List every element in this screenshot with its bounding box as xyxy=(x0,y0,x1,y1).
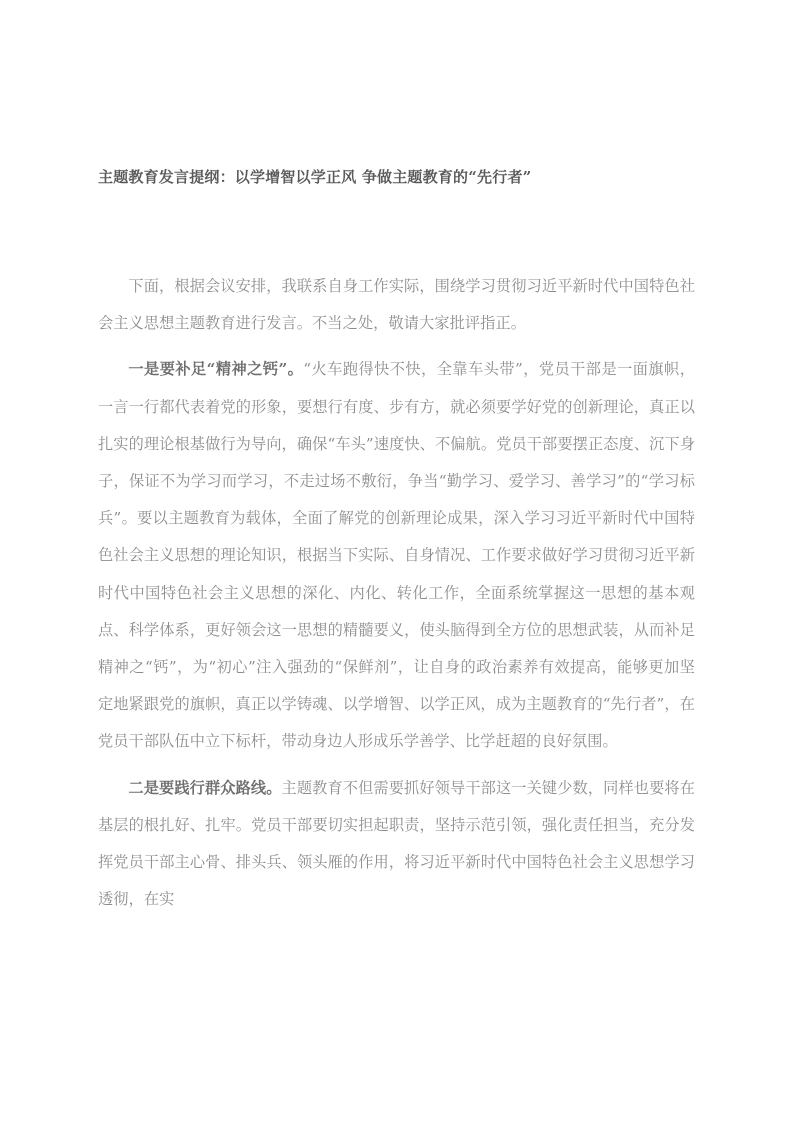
page-title: 主题教育发言提纲：以学增智以学正风 争做主题教育的“先行者” xyxy=(98,168,532,186)
document-body xyxy=(98,166,695,918)
paragraph-text: 主题教育不但需要抓好领导干部这一关键少数，同样也要将在基层的根扎好、扎牢。党员干部要切实担起职责，坚持示范引领，强化责任担当，充分发挥党员干部主心骨、排头兵、领头雁的作用，将习近平新时代中国特色社会主义思想学习透彻，在实 xyxy=(98,778,696,909)
title-spacer xyxy=(98,188,695,268)
paragraph-point-two xyxy=(98,770,695,919)
paragraph-intro xyxy=(98,268,695,342)
paragraph-lead: 二是要践行群众路线。 xyxy=(128,778,282,797)
paragraph-point-one xyxy=(98,351,695,760)
paragraph-text: 下面，根据会议安排，我联系自身工作实际，围绕学习贯彻习近平新时代中国特色社会主义思想主题教育进行发言。不当之处，敬请大家批评指正。 xyxy=(98,277,695,333)
paragraph-text: “火车跑得快不快，全靠车头带”，党员干部是一面旗帜，一言一行都代表着党的形象，要想行有度、步有方，就必须要学好党的创新理论，真正以扎实的理论根基做行为导向，确保“车头”速度快、不偏航。党员干部要摆正态度、沉下身子，保证不为学习而学习，不走过场不敷衍，争当“勤学习、爱学习、善学习”的“学习标兵”。要以主题教育为载体，全面了解党的创新理论成果，深入学习习近平新时代中国特色社会主义思想的理论知识，根据当下实际、自身情况、工作要求做好学习贯彻习近平新时代中国特色社会主义思想的深化、内化、转化工作，全面系统掌握这一思想的基本观点、科学体系，更好领会这一思想的精髓要义，使头脑得到全方位的思想武装，从而补足精神之“钙”，为“初心”注入强劲的“保鲜剂”，让自身的政治素养有效提高，能够更加坚定地紧跟党的旗帜，真正以学铸魂、以学增智、以学正风，成为主题教育的“先行者”，在党员干部队伍中立下标杆，带动身边人形成乐学善学、比学赶超的良好氛围。 xyxy=(98,360,695,751)
paragraph-lead: 一是要补足“精神之钙”。 xyxy=(128,360,304,379)
